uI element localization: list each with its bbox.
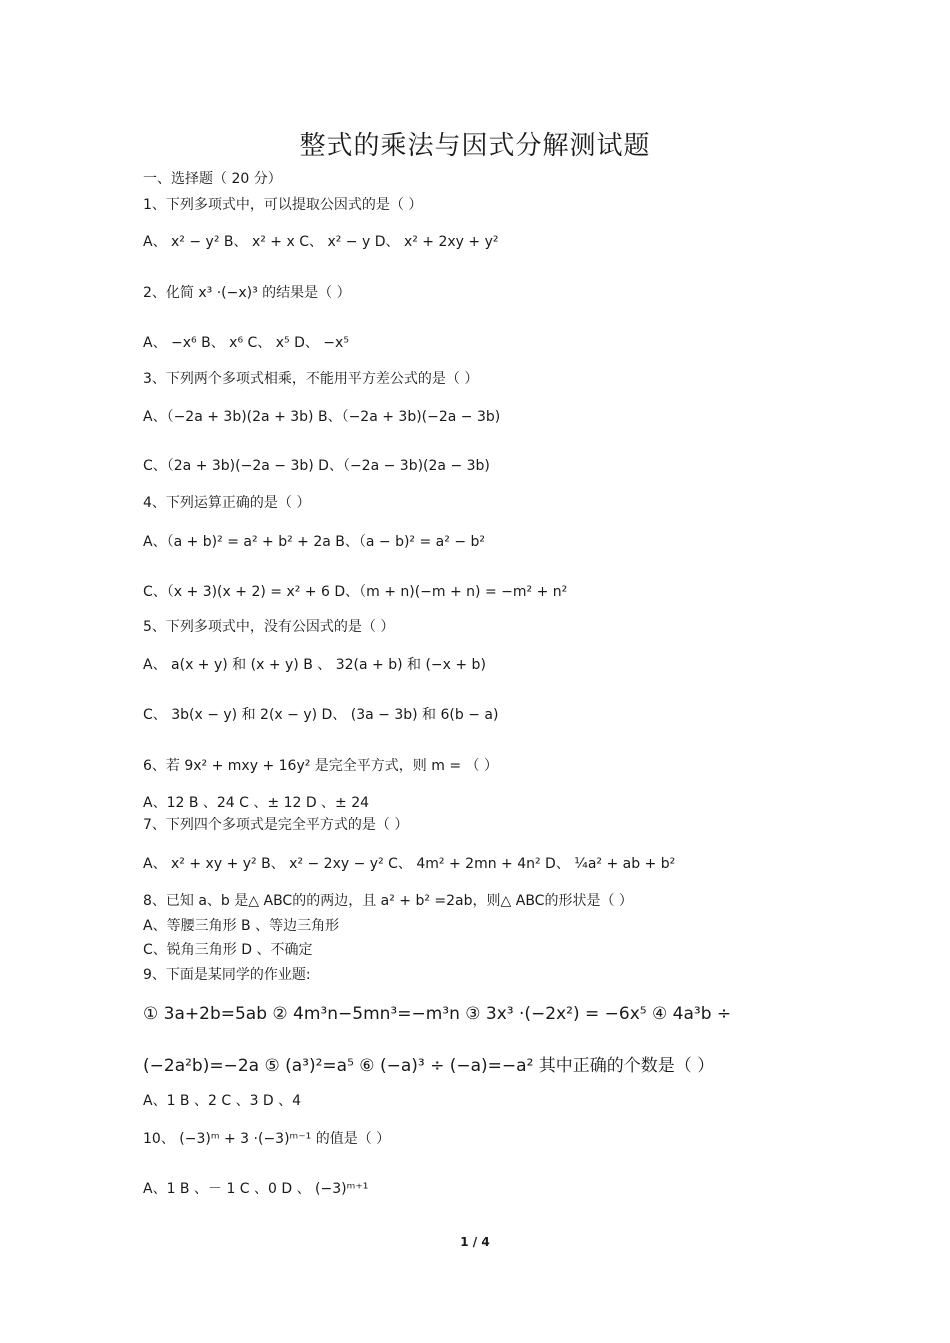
question-line: 7、下列四个多项式是完全平方式的是（ ） — [143, 817, 409, 833]
question-line: A、12 B 、24 C 、± 12 D 、± 24 — [143, 795, 370, 811]
question-line: C、 3b(x − y) 和 2(x − y) D、 (3a − 3b) 和 6(b − a) — [143, 707, 499, 723]
question-line: C、（2a + 3b)(−2a − 3b) D、（−2a − 3b)(2a − 3b) — [143, 458, 490, 474]
question-line: ① 3a+2b=5ab ② 4m³n−5mn³=−m³n ③ 3x³ ·(−2x²) = −6x⁵ ④ 4a³b ÷ — [143, 1004, 732, 1024]
question-line: 10、 (−3)ᵐ + 3 ·(−3)ᵐ⁻¹ 的值是（ ） — [143, 1131, 391, 1147]
question-line: 9、下面是某同学的作业题: — [143, 967, 311, 983]
page-number: 1 / 4 — [460, 1235, 490, 1249]
question-line: C、（x + 3)(x + 2) = x² + 6 D、（m + n)(−m + n) = −m² + n² — [143, 584, 568, 600]
question-line: A、等腰三角形 B 、等边三角形 — [143, 918, 340, 934]
question-line: A、（a + b)² = a² + b² + 2a B、（a − b)² = a² − b² — [143, 534, 485, 550]
question-line: C、锐角三角形 D 、不确定 — [143, 942, 313, 958]
question-line: 8、已知 a、b 是△ ABC的的两边，且 a² + b² =2ab，则△ ABC的形状是（ ） — [143, 893, 633, 909]
question-line: A、 −x⁶ B、 x⁶ C、 x⁵ D、 −x⁵ — [143, 335, 349, 351]
question-line: 1、下列多项式中，可以提取公因式的是（ ） — [143, 197, 423, 213]
question-line: (−2a²b)=−2a ⑤ (a³)²=a⁵ ⑥ (−a)³ ÷ (−a)=−a² 其中正确的个数是（ ） — [143, 1056, 715, 1076]
question-line: 3、下列两个多项式相乘，不能用平方差公式的是（ ） — [143, 371, 479, 387]
question-line: A、 x² − y² B、 x² + x C、 x² − y D、 x² + 2xy + y² — [143, 234, 499, 250]
section-heading: 一、选择题（ 20 分） — [143, 171, 282, 187]
question-line: 6、若 9x² + mxy + 16y² 是完全平方式，则 m = （ ） — [143, 758, 498, 774]
question-line: A、1 B 、2 C 、3 D 、4 — [143, 1093, 302, 1109]
question-line: A、（−2a + 3b)(2a + 3b) B、（−2a + 3b)(−2a − 3b) — [143, 409, 501, 425]
question-line: 4、下列运算正确的是（ ） — [143, 495, 311, 511]
question-line: A、 a(x + y) 和 (x + y) B 、 32(a + b) 和 (−x + b) — [143, 657, 486, 673]
question-line: A、 x² + xy + y² B、 x² − 2xy − y² C、 4m² + 2mn + 4n² D、 ¼a² + ab + b² — [143, 856, 676, 872]
question-line: A、1 B 、－ 1 C 、0 D 、 (−3)ᵐ⁺¹ — [143, 1181, 369, 1197]
question-line: 2、化简 x³ ·(−x)³ 的结果是（ ） — [143, 285, 351, 301]
page-title: 整式的乘法与因式分解测试题 — [299, 131, 651, 161]
question-line: 5、下列多项式中，没有公因式的是（ ） — [143, 619, 395, 635]
